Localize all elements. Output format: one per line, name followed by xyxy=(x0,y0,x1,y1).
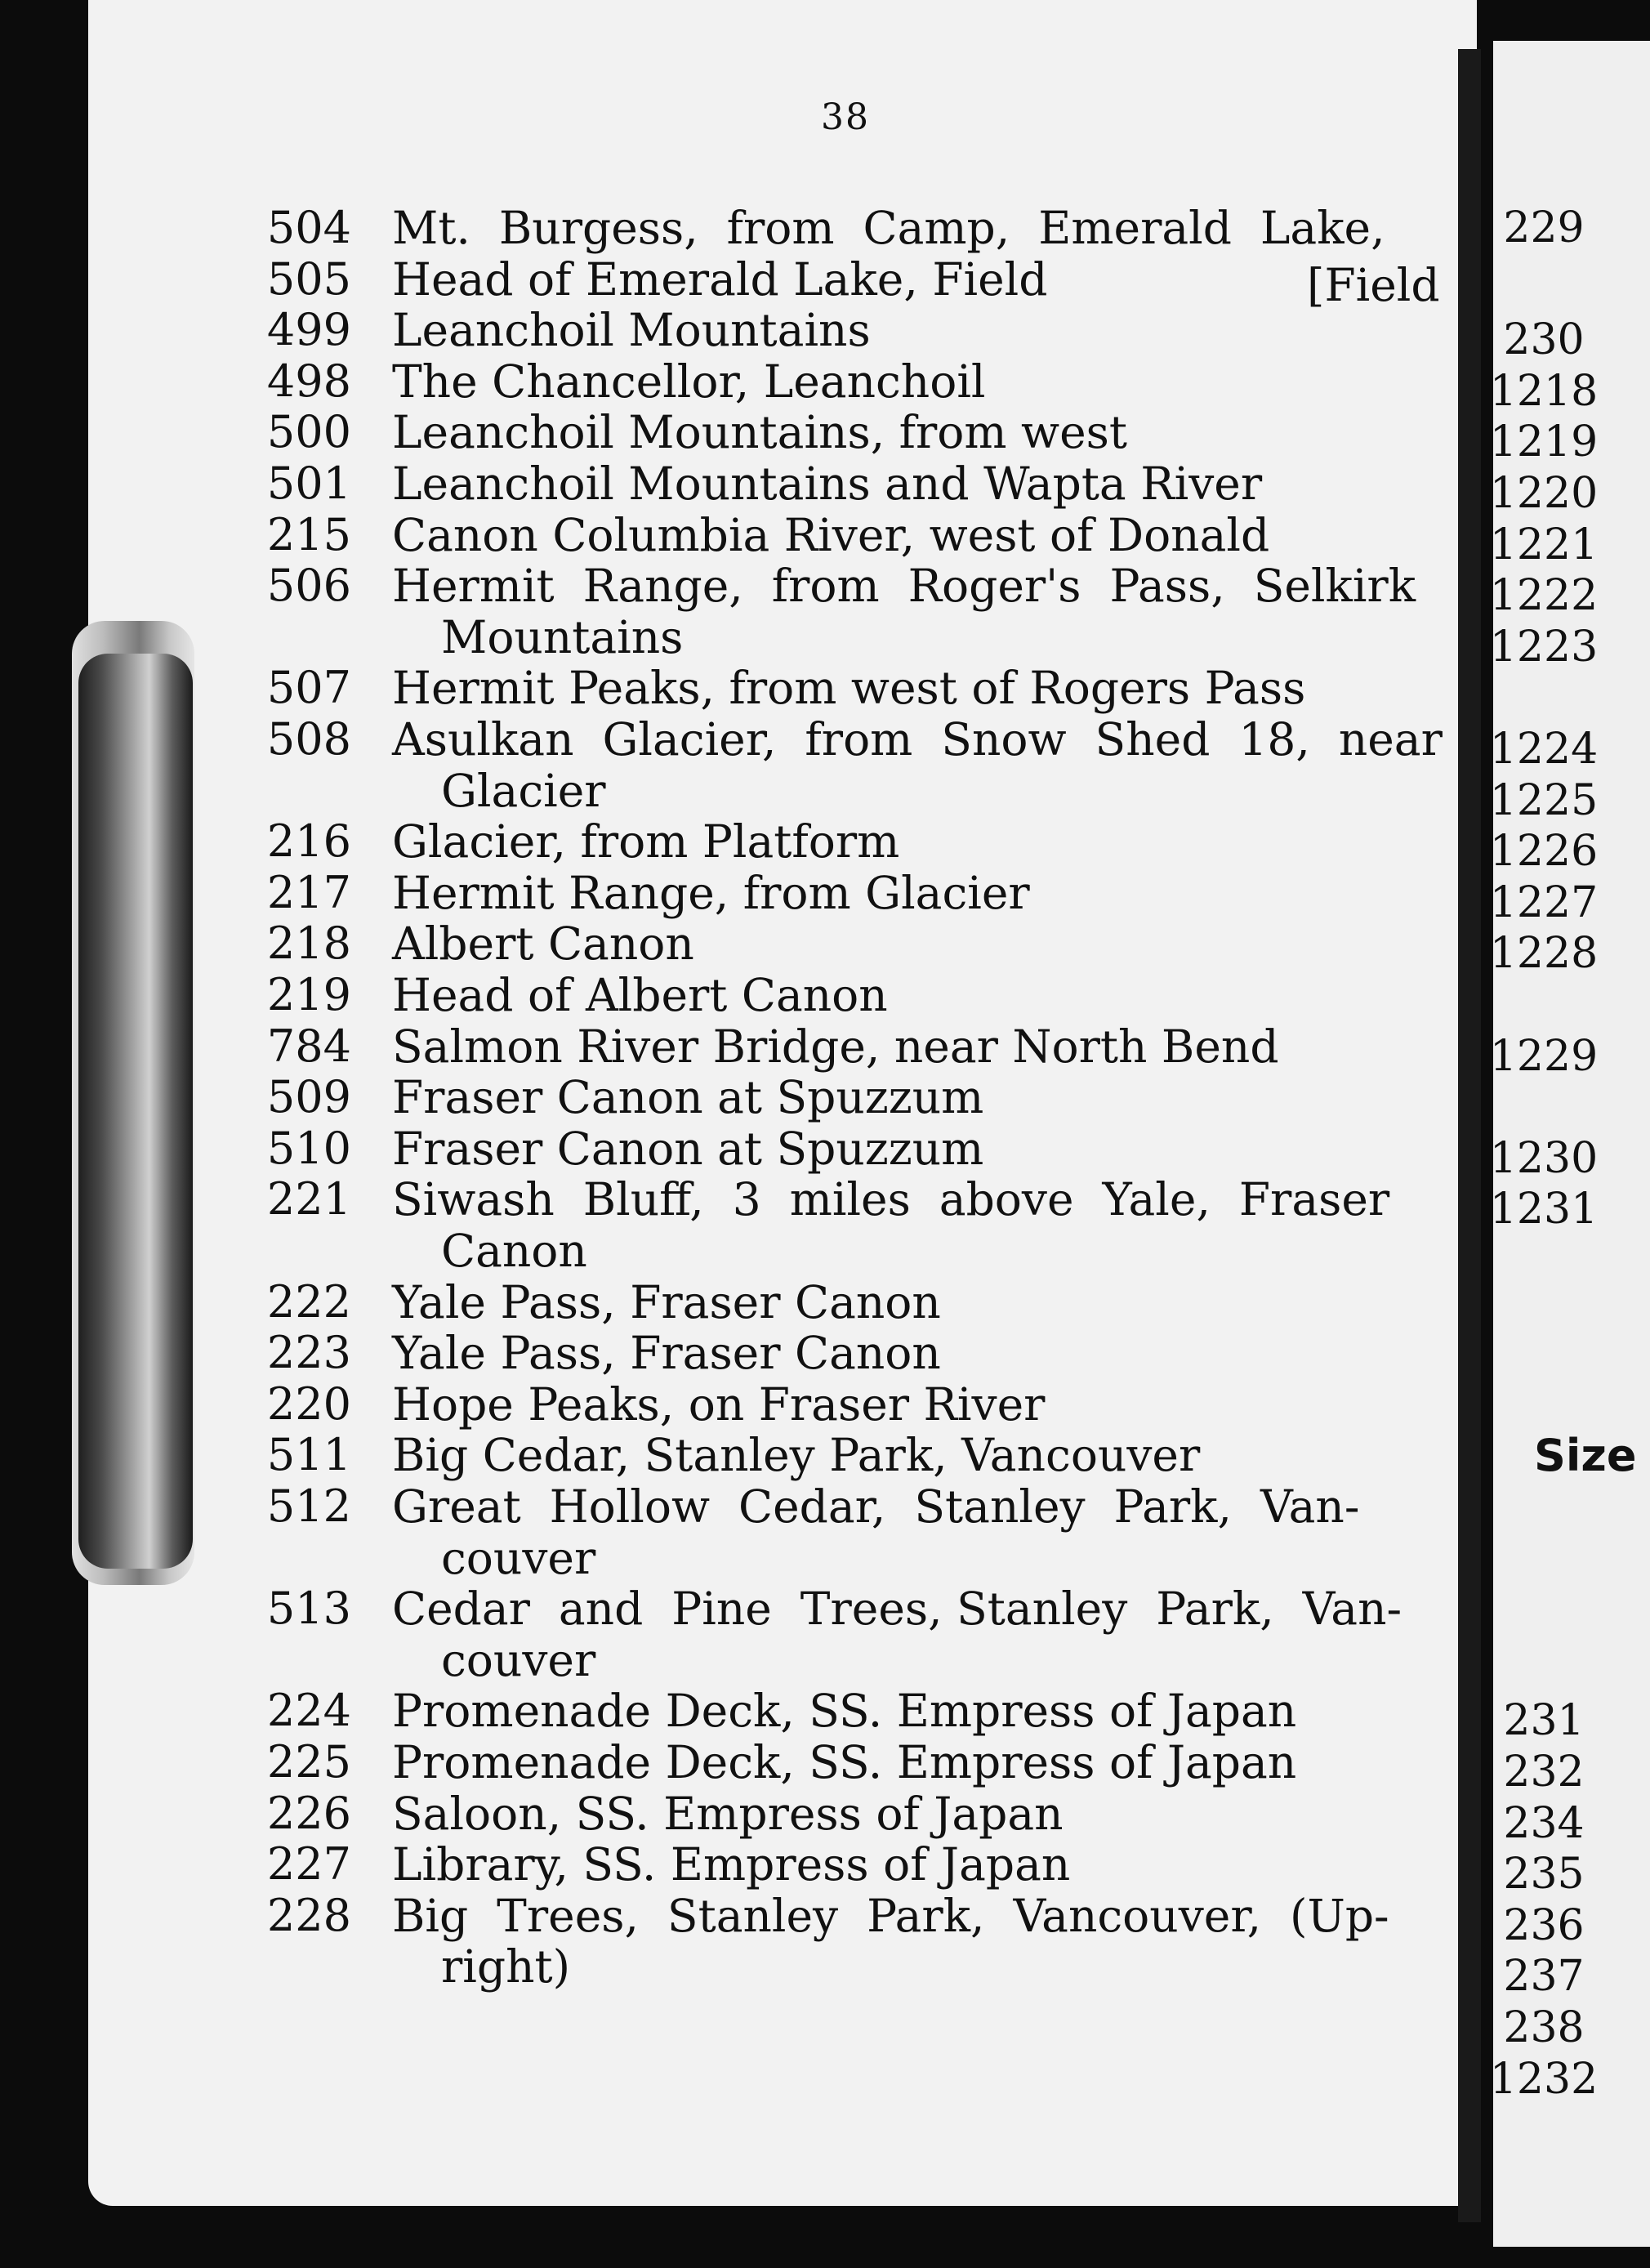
book-gutter xyxy=(1458,49,1481,2222)
entry-title: Head of Emerald Lake, Field xyxy=(392,252,1048,306)
entry-number: 513 xyxy=(266,1583,351,1635)
entry-number: 224 xyxy=(266,1685,351,1737)
entry-number: 227 xyxy=(266,1838,351,1891)
right-column-number: 1223 xyxy=(1489,622,1599,672)
entry-title: Cedar and Pine Trees, Stanley Park, Van- xyxy=(392,1583,1402,1636)
entry-number: 510 xyxy=(266,1122,351,1174)
right-column-number: 1225 xyxy=(1489,775,1599,825)
entry-number: 784 xyxy=(266,1020,351,1072)
entry-number: 223 xyxy=(266,1327,351,1379)
entry-number: 217 xyxy=(266,866,351,918)
entry-title: Hermit Range, from Roger's Pass, Selkirk xyxy=(392,560,1416,613)
right-column-number: 1218 xyxy=(1489,366,1599,416)
right-column-number: 1224 xyxy=(1489,725,1599,774)
entry-title: Fraser Canon at Spuzzum xyxy=(392,1071,984,1124)
entry-title: Big Cedar, Stanley Park, Vancouver xyxy=(392,1429,1201,1482)
entry-number: 220 xyxy=(266,1377,351,1430)
right-column-number: 230 xyxy=(1503,315,1585,365)
entry-title: Hope Peaks, on Fraser River xyxy=(392,1377,1046,1431)
right-column-number: 1231 xyxy=(1489,1185,1599,1234)
entry-number: 512 xyxy=(266,1480,351,1532)
entry-title: Fraser Canon at Spuzzum xyxy=(392,1122,984,1175)
entry-title-continuation: Canon xyxy=(441,1225,587,1277)
right-column-number: 1219 xyxy=(1489,417,1599,467)
entry-number: 504 xyxy=(266,202,351,253)
right-column-number: 232 xyxy=(1503,1748,1585,1797)
field-continuation xyxy=(1307,260,1440,310)
entry-title: Great Hollow Cedar, Stanley Park, Van- xyxy=(392,1480,1360,1533)
entry-number: 219 xyxy=(266,969,351,1020)
entry-number: 498 xyxy=(266,355,351,407)
entry-title: Library, SS. Empress of Japan xyxy=(392,1838,1071,1891)
entry-number: 228 xyxy=(266,1889,351,1941)
right-column-number: 1229 xyxy=(1489,1031,1599,1081)
page-clip xyxy=(78,654,193,1569)
entry-number: 507 xyxy=(266,662,351,714)
entry-title: Siwash Bluff, 3 miles above Yale, Fraser xyxy=(392,1173,1390,1226)
entry-number: 225 xyxy=(266,1736,351,1788)
entry-title: Hermit Range, from Glacier xyxy=(392,866,1030,919)
entry-number: 511 xyxy=(266,1429,351,1481)
entry-number: 500 xyxy=(266,406,351,458)
page-number: 38 xyxy=(821,96,870,138)
entry-title-continuation: Glacier xyxy=(441,764,606,817)
entry-title: Leanchoil Mountains, from west xyxy=(392,406,1128,459)
entry-number: 499 xyxy=(266,304,351,356)
right-column-number: 1227 xyxy=(1489,877,1599,927)
entry-title: Salmon River Bridge, near North Bend xyxy=(392,1020,1279,1073)
entry-number: 216 xyxy=(266,815,351,868)
entry-number: 508 xyxy=(266,713,351,765)
entry-number: 509 xyxy=(266,1071,351,1123)
entry-title: Yale Pass, Fraser Canon xyxy=(392,1275,941,1328)
entry-title: Canon Columbia River, west of Donald xyxy=(392,508,1270,561)
right-column-number: 237 xyxy=(1503,1952,1585,2002)
right-column-number: 1230 xyxy=(1489,1133,1599,1183)
entry-number: 505 xyxy=(266,252,351,305)
entry-title: Asulkan Glacier, from Snow Shed 18, near xyxy=(392,713,1443,766)
entry-title: Leanchoil Mountains xyxy=(392,304,871,357)
entry-title-continuation: Mountains xyxy=(441,610,684,663)
right-column-number: 1220 xyxy=(1489,469,1599,518)
right-column-number: 238 xyxy=(1503,2003,1585,2052)
entry-title: Big Trees, Stanley Park, Vancouver, (Up- xyxy=(392,1889,1389,1942)
right-column-number: 1222 xyxy=(1489,571,1599,621)
entry-title: Promenade Deck, SS. Empress of Japan xyxy=(392,1736,1297,1788)
entry-title: Promenade Deck, SS. Empress of Japan xyxy=(392,1685,1297,1738)
entry-number: 222 xyxy=(266,1275,351,1328)
entry-title: Saloon, SS. Empress of Japan xyxy=(392,1787,1064,1840)
right-column-number: 234 xyxy=(1503,1798,1585,1848)
entry-number: 221 xyxy=(266,1173,351,1226)
right-column-number: 231 xyxy=(1503,1696,1585,1746)
right-column-number: 1221 xyxy=(1489,520,1599,569)
entry-number: 226 xyxy=(266,1787,351,1839)
entry-title: Leanchoil Mountains and Wapta River xyxy=(392,458,1263,510)
field-continuation-text: [Field xyxy=(1307,259,1440,311)
right-column-number: 1232 xyxy=(1489,2054,1599,2104)
entry-title-continuation: right) xyxy=(441,1940,571,1993)
right-column-number: 236 xyxy=(1503,1900,1585,1950)
size-heading: Size xyxy=(1534,1430,1637,1481)
entry-title-continuation: couver xyxy=(441,1531,596,1584)
entry-title-continuation: couver xyxy=(441,1633,596,1686)
entry-title: Mt. Burgess, from Camp, Emerald Lake, xyxy=(392,202,1385,254)
entry-title: Hermit Peaks, from west of Rogers Pass xyxy=(392,662,1306,715)
entry-title: Glacier, from Platform xyxy=(392,815,900,868)
entry-number: 501 xyxy=(266,458,351,509)
entry-title: Albert Canon xyxy=(392,917,694,971)
entry-number: 218 xyxy=(266,917,351,970)
right-column-number: 1228 xyxy=(1489,929,1599,979)
right-column-number: 1226 xyxy=(1489,827,1599,877)
entry-number: 215 xyxy=(266,508,351,560)
right-column-number: 229 xyxy=(1503,203,1585,252)
entry-title: Yale Pass, Fraser Canon xyxy=(392,1327,941,1380)
entry-number: 506 xyxy=(266,560,351,612)
entry-title: Head of Albert Canon xyxy=(392,969,888,1021)
entry-title: The Chancellor, Leanchoil xyxy=(392,355,986,408)
right-column-number: 235 xyxy=(1503,1850,1585,1900)
